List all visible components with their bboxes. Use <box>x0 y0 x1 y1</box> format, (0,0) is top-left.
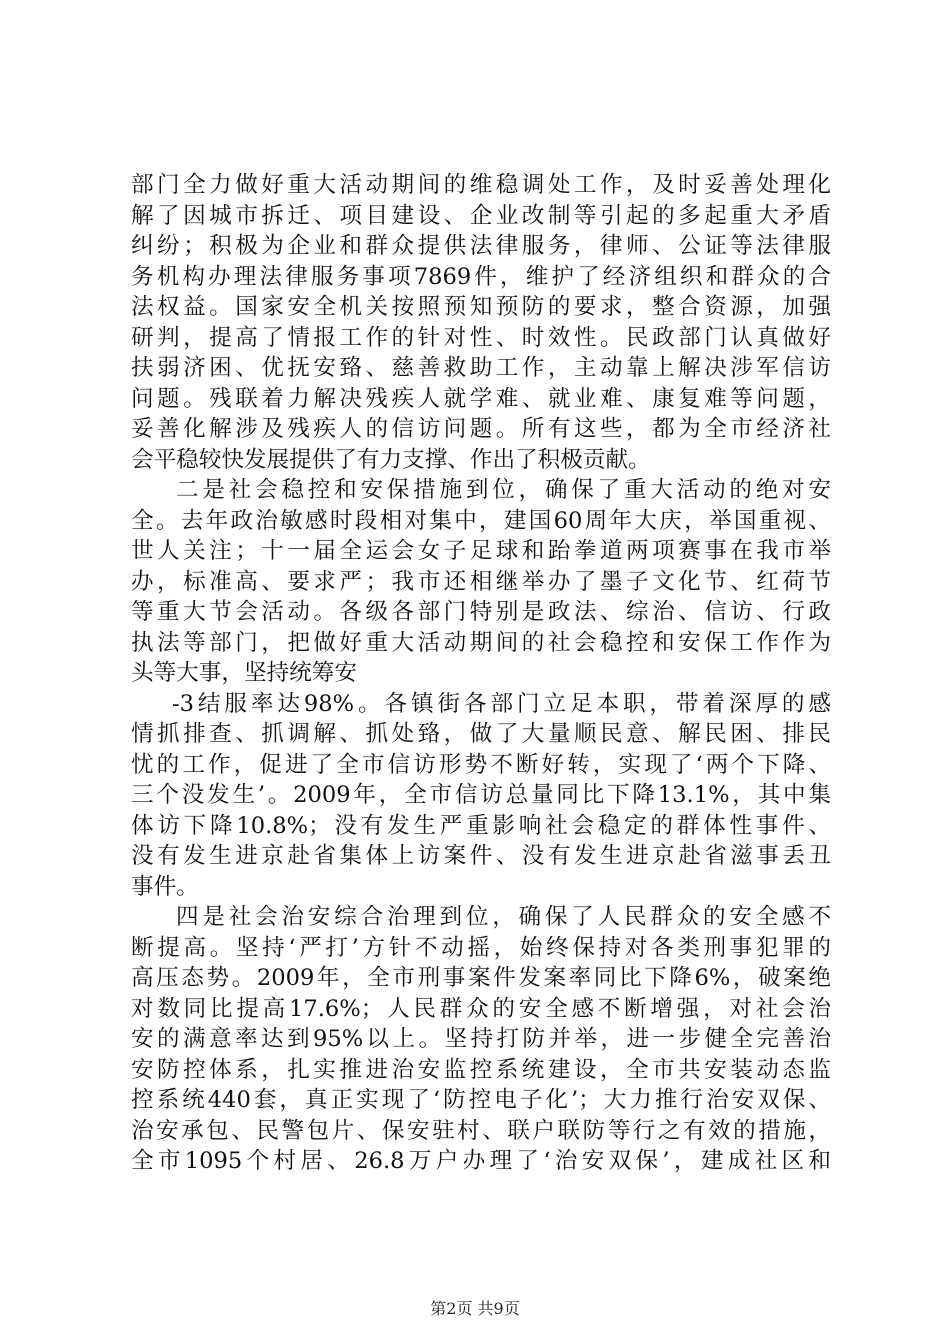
text-line: 部门全力做好重大活动期间的维稳调处工作，及时妥善处理化 <box>131 172 831 198</box>
text-line: 务机构办理法律服务事项7869件，维护了经济组织和群众的合 <box>131 263 831 290</box>
text-line: 等重大节会活动。各级各部门特别是政法、综治、信访、行政 <box>131 599 831 625</box>
text-line: 全。去年政治敏感时段相对集中，建国60周年大庆，举国重视、 <box>131 507 831 534</box>
text-line: 三个没发生’。2009年，全市信访总量同比下降13.1%，其中集 <box>131 782 831 808</box>
text-line: 治安承包、民警包片、保安驻村、联户联防等行之有效的措施， <box>131 1117 831 1144</box>
text-line: 安的满意率达到95%以上。坚持打防并举，进一步健全完善治 <box>131 1026 831 1052</box>
text-line: 事件。 <box>131 873 199 900</box>
text-line: 世人关注；十一届全运会女子足球和跆拳道两项赛事在我市举 <box>131 538 831 564</box>
text-line: 头等大事，坚持统筹安 <box>131 660 357 686</box>
text-line: 断提高。坚持‘严打’方针不动摇，始终保持对各类刑事犯罪的 <box>131 934 831 961</box>
text-line: 会平稳较快发展提供了有力支撑、作出了积极贡献。 <box>131 446 651 473</box>
text-line: 执法等部门，把做好重大活动期间的社会稳控和安保工作作为 <box>131 629 831 656</box>
text-line: 法权益。国家安全机关按照预知预防的要求，整合资源，加强 <box>131 294 831 320</box>
page-footer: 第2页 共9页 <box>430 1299 520 1318</box>
text-line: 对数同比提高17.6%；人民群众的安全感不断增强，对社会治 <box>131 995 831 1022</box>
text-line: 问题。残联着力解决残疾人就学难、就业难、康复难等问题， <box>131 385 831 412</box>
text-line: 安防控体系，扎实推进治安监控系统建设，全市共安装动态监 <box>131 1056 831 1083</box>
text-line: 纠纷；积极为企业和群众提供法律服务，律师、公证等法律服 <box>131 233 831 259</box>
text-line: 全市1095个村居、26.8万户办理了‘治安双保’，建成社区和 <box>131 1148 831 1174</box>
text-line: 情抓排查、抓调解、抓处臵，做了大量顺民意、解民困、排民 <box>131 721 831 747</box>
body-text <box>131 170 831 1177</box>
text-line: 解了因城市拆迁、项目建设、企业改制等引起的多起重大矛盾 <box>131 202 831 229</box>
text-line: 忧的工作，促进了全市信访形势不断好转，实现了‘两个下降、 <box>131 751 831 778</box>
text-line: 没有发生进京赴省集体上访案件、没有发生进京赴省滋事丢丑 <box>131 843 831 869</box>
paragraph-start-line: -3结服率达98%。各镇街各部门立足本职，带着深厚的感 <box>172 690 831 717</box>
text-line: 研判，提高了情报工作的针对性、时效性。民政部门认真做好 <box>131 324 831 351</box>
text-line: 控系统440套，真正实现了‘防控电子化’；大力推行治安双保、 <box>131 1087 831 1113</box>
text-line: 体访下降10.8%；没有发生严重影响社会稳定的群体性事件、 <box>131 812 831 839</box>
text-line: 妥善化解涉及残疾人的信访问题。所有这些，都为全市经济社 <box>131 416 831 442</box>
paragraph-start-line: 二是社会稳控和安保措施到位，确保了重大活动的绝对安 <box>176 477 831 503</box>
text-line: 扶弱济困、优抚安臵、慈善救助工作，主动靠上解决涉军信访 <box>131 355 831 381</box>
paragraph-start-line: 四是社会治安综合治理到位，确保了人民群众的安全感不 <box>176 904 831 930</box>
text-line: 高压态势。2009年，全市刑事案件发案率同比下降6%，破案绝 <box>131 965 831 991</box>
text-line: 办，标准高、要求严；我市还相继举办了墨子文化节、红荷节 <box>131 568 831 595</box>
